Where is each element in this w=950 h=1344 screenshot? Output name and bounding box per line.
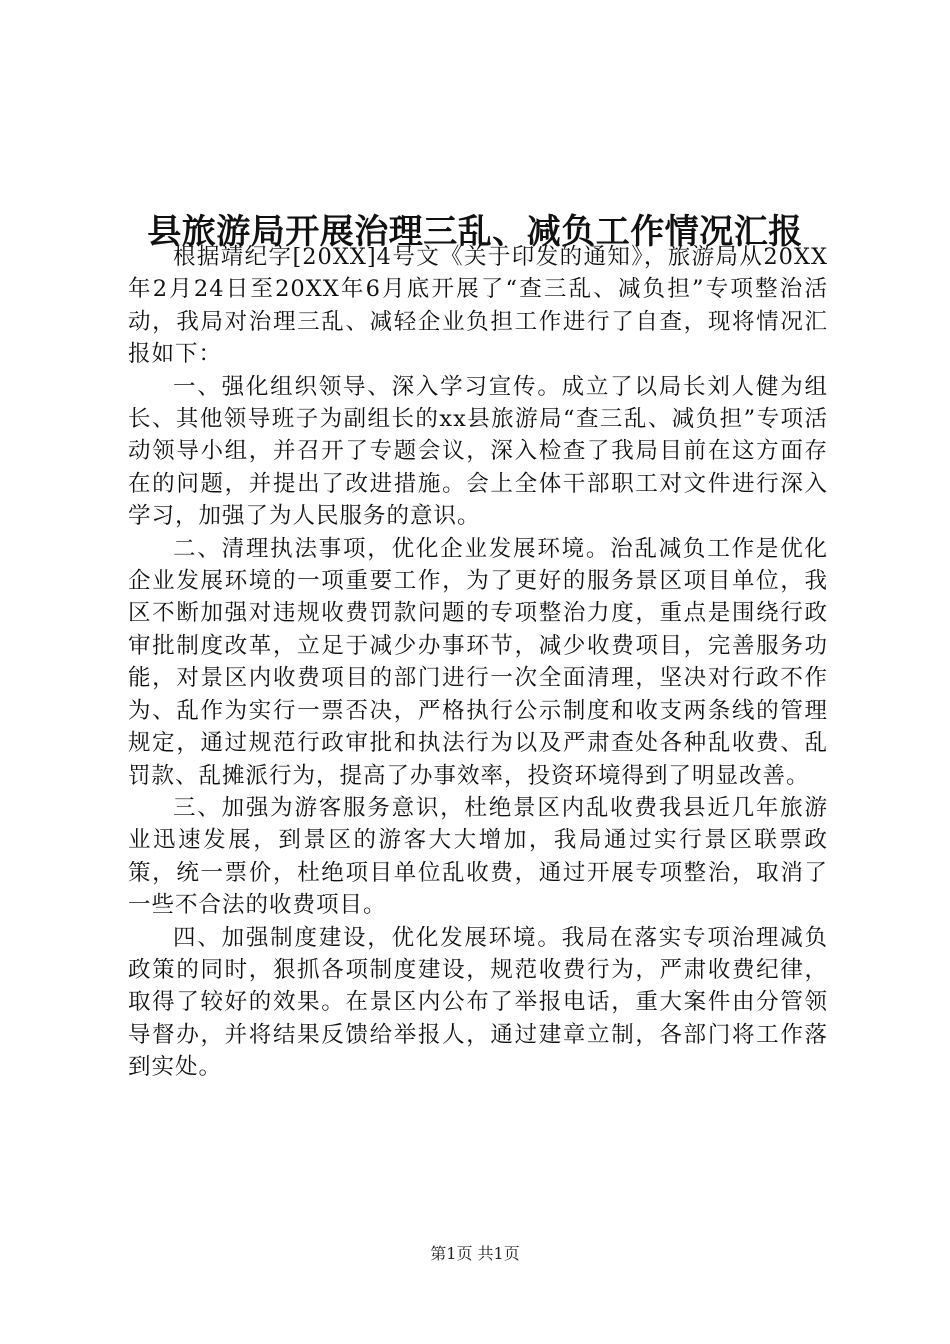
paragraph-section-1: 一、强化组织领导、深入学习宣传。成立了以局长刘人健为组长、其他领导班子为副组长的xx县旅游局“查三乱、减负担”专项活动领导小组，并召开了专题会议，深入检查了我局目前在这方面存在的问题，并提出了改进措施。会上全体干部职工对文件进行深入学习，加强了为人民服务的意识。	[128, 373, 828, 530]
page-footer: 第1页 共1页	[430, 1244, 520, 1263]
document-title: 县旅游局开展治理三乱、减负工作情况汇报	[147, 211, 803, 252]
paragraph-section-2: 二、清理执法事项，优化企业发展环境。治乱减负工作是优化企业发展环境的一项重要工作，为了更好的服务景区项目单位，我区不断加强对违规收费罚款问题的专项整治力度，重点是围绕行政审批制度改革，立足于减少办事环节，减少收费项目，完善服务功能，对景区内收费项目的部门进行一次全面清理，坚决对行政不作为、乱作为实行一票否决，严格执行公示制度和收支两条线的管理规定，通过规范行政审批和执法行为以及严肃查处各种乱收费、乱罚款、乱摊派行为，提高了办事效率，投资环境得到了明显改善。	[128, 535, 828, 789]
paragraph-section-4: 四、加强制度建设，优化发展环境。我局在落实专项治理减负政策的同时，狠抓各项制度建设，规范收费行为，严肃收费纪律，取得了较好的效果。在景区内公布了举报电话，重大案件由分管领导督办，并将结果反馈给举报人，通过建章立制，各部门将工作落到实处。	[128, 924, 828, 1081]
paragraph-section-3: 三、加强为游客服务意识，杜绝景区内乱收费我县近几年旅游业迅速发展，到景区的游客大大增加，我局通过实行景区联票政策，统一票价，杜绝项目单位乱收费，通过开展专项整治，取消了一些不合法的收费项目。	[128, 794, 828, 919]
paragraph-intro: 根据靖纪字[20XX]4号文《关于印发的通知》，旅游局从20XX年2月24日至20XX年6月底开展了“查三乱、减负担”专项整治活动，我局对治理三乱、减轻企业负担工作进行了自查，现将情况汇报如下：	[128, 244, 828, 368]
document-body	[128, 241, 828, 1084]
